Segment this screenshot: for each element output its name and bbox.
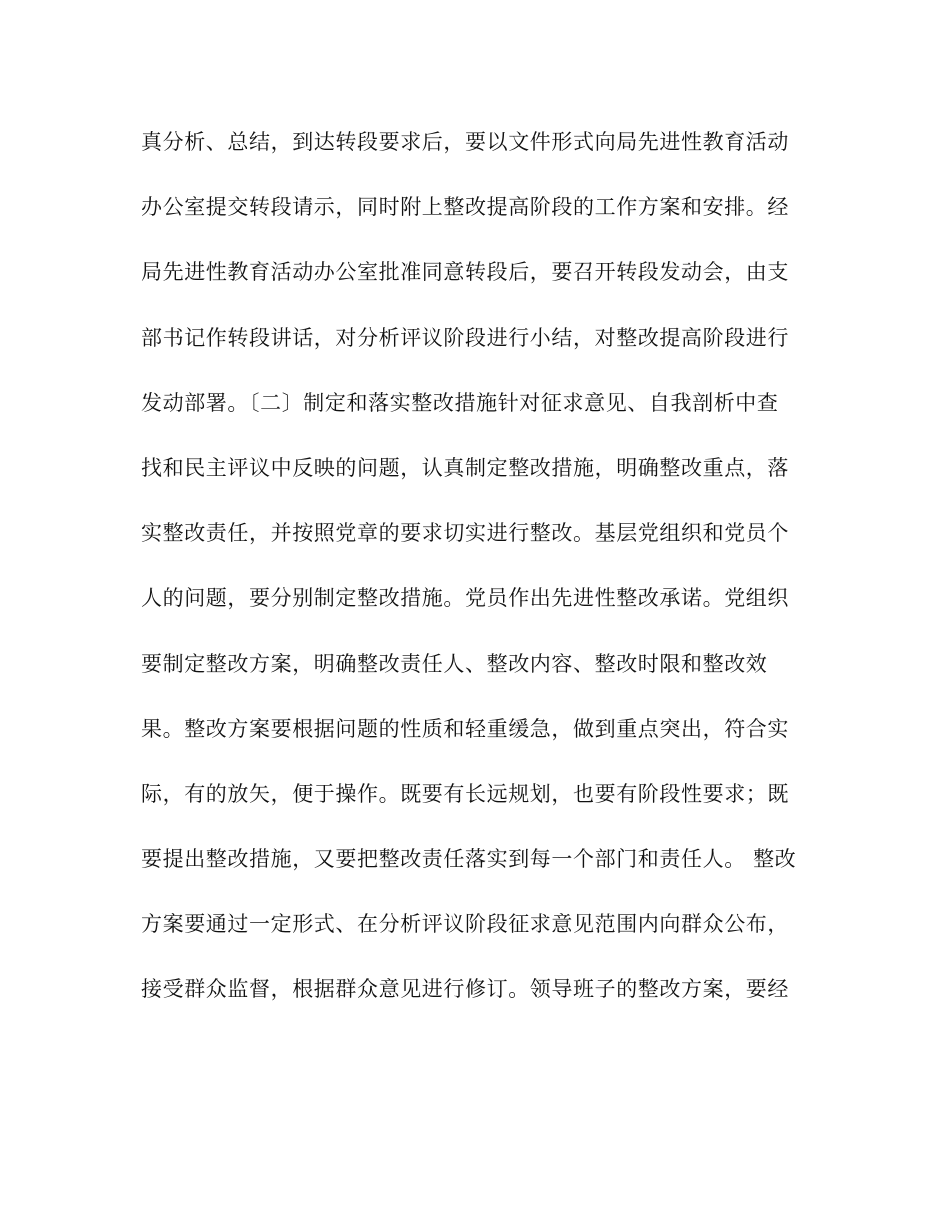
body-text bbox=[141, 120, 821, 1033]
text-line-7: 实整改责任，并按照党章的要求切实进行整改。基层党组织和党员个 bbox=[141, 521, 789, 546]
text-line-14: 接受群众监督，根据群众意见进行修订。领导班子的整改方案，要经 bbox=[141, 977, 789, 1002]
text-line-8: 人的问题，要分别制定整改措施。党员作出先进性整改承诺。党组织 bbox=[141, 586, 789, 611]
text-line-9: 要制定整改方案，明确整改责任人、整改内容、整改时限和整改效 bbox=[141, 651, 768, 676]
text-line-2: 办公室提交转段请示，同时附上整改提高阶段的工作方案和安排。经 bbox=[141, 195, 789, 220]
text-line-12: 要提出整改措施，又要把整改责任落实到每一个部门和责任人。 整改 bbox=[141, 847, 797, 872]
text-line-13: 方案要通过一定形式、在分析评议阶段征求意见范围内向群众公布， bbox=[141, 912, 789, 937]
text-line-10: 果。整改方案要根据问题的性质和轻重缓急，做到重点突出，符合实 bbox=[141, 716, 789, 741]
text-line-3: 局先进性教育活动办公室批准同意转段后，要召开转段发动会，由支 bbox=[141, 260, 789, 285]
text-line-4: 部书记作转段讲话，对分析评议阶段进行小结，对整改提高阶段进行 bbox=[141, 325, 789, 350]
text-line-1: 真分析、总结，到达转段要求后，要以文件形式向局先进性教育活动 bbox=[141, 130, 789, 154]
text-line-5: 发动部署。〔二〕制定和落实整改措施针对征求意见、自我剖析中查 bbox=[141, 390, 779, 415]
text-line-6: 找和民主评议中反映的问题，认真制定整改措施，明确整改重点，落 bbox=[141, 455, 789, 480]
text-line-11: 际，有的放矢，便于操作。既要有长远规划，也要有阶段性要求；既 bbox=[141, 781, 789, 806]
